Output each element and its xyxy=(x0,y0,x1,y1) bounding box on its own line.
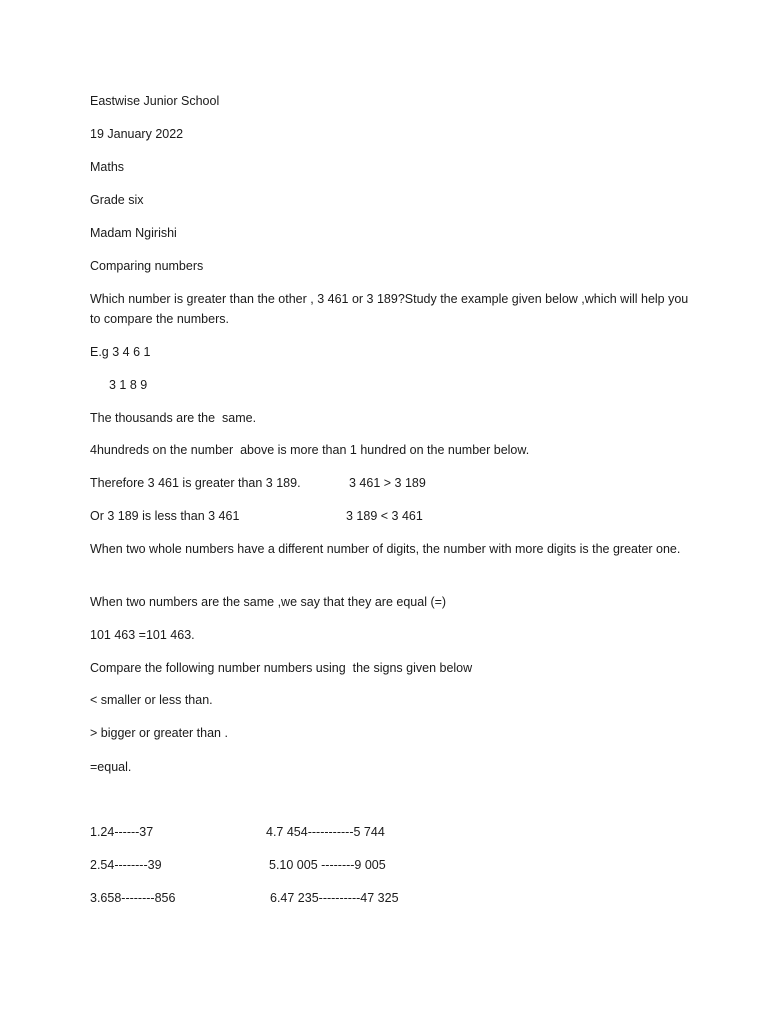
thousands-note: The thousands are the same. xyxy=(90,411,257,425)
digits-rule: When two whole numbers have a different number of digits, the number with more digits is the greater one. xyxy=(90,542,681,556)
exercise-2: 2.54--------39 xyxy=(90,858,162,872)
exercise-3: 3.658--------856 xyxy=(90,891,176,905)
therefore-statement: Therefore 3 461 is greater than 3 189. xyxy=(90,476,301,490)
sign-greater: > bigger or greater than . xyxy=(90,726,228,740)
therefore-sign: 3 461 > 3 189 xyxy=(349,476,426,490)
intro-paragraph: Which number is greater than the other , 3 461 or 3 189?Study the example given below ,which will help you to compare the numbers. xyxy=(90,292,689,326)
exercise-1: 1.24------37 xyxy=(90,825,154,839)
sign-less: < smaller or less than. xyxy=(90,693,213,707)
teacher-name: Madam Ngirishi xyxy=(90,226,177,240)
or-less-statement: Or 3 189 is less than 3 461 xyxy=(90,509,240,523)
example-line-1: E.g 3 4 6 1 xyxy=(90,345,151,359)
subject: Maths xyxy=(90,160,125,174)
exercise-6: 6.47 235----------47 325 xyxy=(270,891,399,905)
school-name: Eastwise Junior School xyxy=(90,94,220,108)
topic-title: Comparing numbers xyxy=(90,259,204,273)
equal-rule: When two numbers are the same ,we say that they are equal (=) xyxy=(90,595,447,609)
example-line-2: 3 1 8 9 xyxy=(109,378,148,392)
or-less-sign: 3 189 < 3 461 xyxy=(346,509,423,523)
hundreds-note: 4hundreds on the number above is more than 1 hundred on the number below. xyxy=(90,443,530,457)
equal-example: 101 463 =101 463. xyxy=(90,628,195,642)
sign-equal: =equal. xyxy=(90,760,132,774)
exercise-5: 5.10 005 --------9 005 xyxy=(269,858,386,872)
exercise-4: 4.7 454-----------5 744 xyxy=(266,825,385,839)
signs-instruction: Compare the following number numbers using the signs given below xyxy=(90,661,473,675)
date: 19 January 2022 xyxy=(90,127,184,141)
grade: Grade six xyxy=(90,193,144,207)
